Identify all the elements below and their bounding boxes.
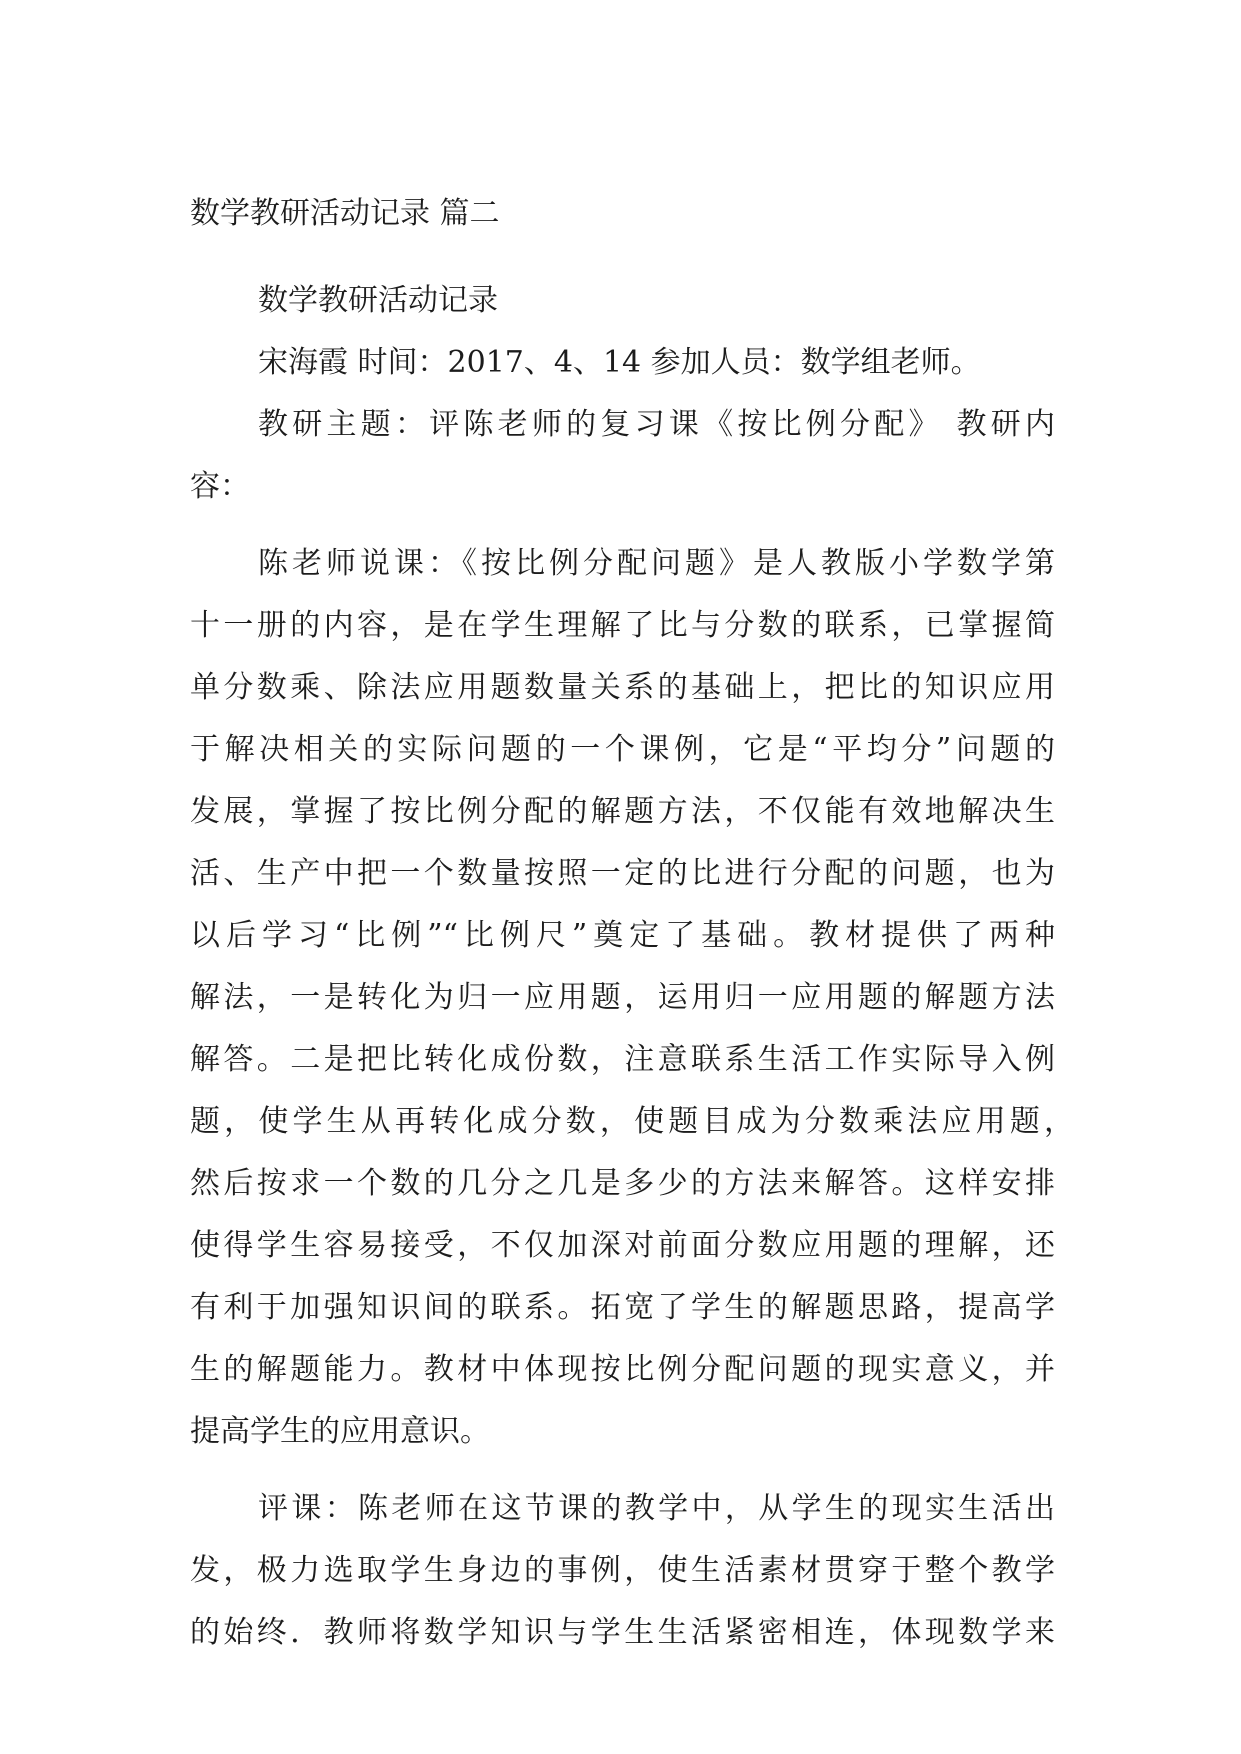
- topic-line: 容：: [190, 469, 250, 504]
- lesson-talk-line: 提高学生的应用意识。: [190, 1414, 490, 1449]
- review-line: 的始终．教师将数学知识与学生生活紧密相连，体现数学来: [190, 1615, 1055, 1650]
- topic-line: 教研主题：评陈老师的复习课《按比例分配》 教研内: [258, 407, 1055, 442]
- lesson-talk-line: 题，使学生从再转化成分数，使题目成为分数乘法应用题，: [190, 1104, 1074, 1139]
- lesson-talk-line: 生的解题能力。教材中体现按比例分配问题的现实意义，并: [190, 1352, 1055, 1387]
- lesson-talk-line: 十一册的内容，是在学生理解了比与分数的联系，已掌握简: [190, 608, 1055, 643]
- lesson-talk-line: 有利于加强知识间的联系。拓宽了学生的解题思路，提高学: [190, 1290, 1055, 1325]
- lesson-talk-line: 单分数乘、除法应用题数量关系的基础上，把比的知识应用: [190, 670, 1055, 705]
- lesson-talk-line: 解答。二是把比转化成份数，注意联系生活工作实际导入例: [190, 1042, 1055, 1077]
- review-line: 评课：陈老师在这节课的教学中，从学生的现实生活出: [258, 1491, 1055, 1526]
- review-line: 发，极力选取学生身边的事例，使生活素材贯穿于整个教学: [190, 1553, 1055, 1588]
- document-heading: 数学教研活动记录 篇二: [190, 196, 500, 231]
- lesson-talk-line: 使得学生容易接受，不仅加深对前面分数应用题的理解，还: [190, 1228, 1055, 1263]
- lesson-talk-line: 发展，掌握了按比例分配的解题方法，不仅能有效地解决生: [190, 794, 1055, 829]
- lesson-talk-line: 活、生产中把一个数量按照一定的比进行分配的问题，也为: [190, 856, 1055, 891]
- lesson-talk-line: 陈老师说课：《按比例分配问题》是人教版小学数学第: [258, 546, 1055, 581]
- lesson-talk-line: 以后学习“比例”“比例尺”奠定了基础。教材提供了两种: [190, 918, 1055, 953]
- document-subtitle: 数学教研活动记录: [258, 283, 498, 318]
- lesson-talk-line: 于解决相关的实际问题的一个课例，它是“平均分”问题的: [190, 732, 1055, 767]
- meta-line: 宋海霞 时间：2017、4、14 参加人员：数学组老师。: [258, 345, 981, 380]
- lesson-talk-line: 然后按求一个数的几分之几是多少的方法来解答。这样安排: [190, 1166, 1055, 1201]
- lesson-talk-line: 解法，一是转化为归一应用题，运用归一应用题的解题方法: [190, 980, 1055, 1015]
